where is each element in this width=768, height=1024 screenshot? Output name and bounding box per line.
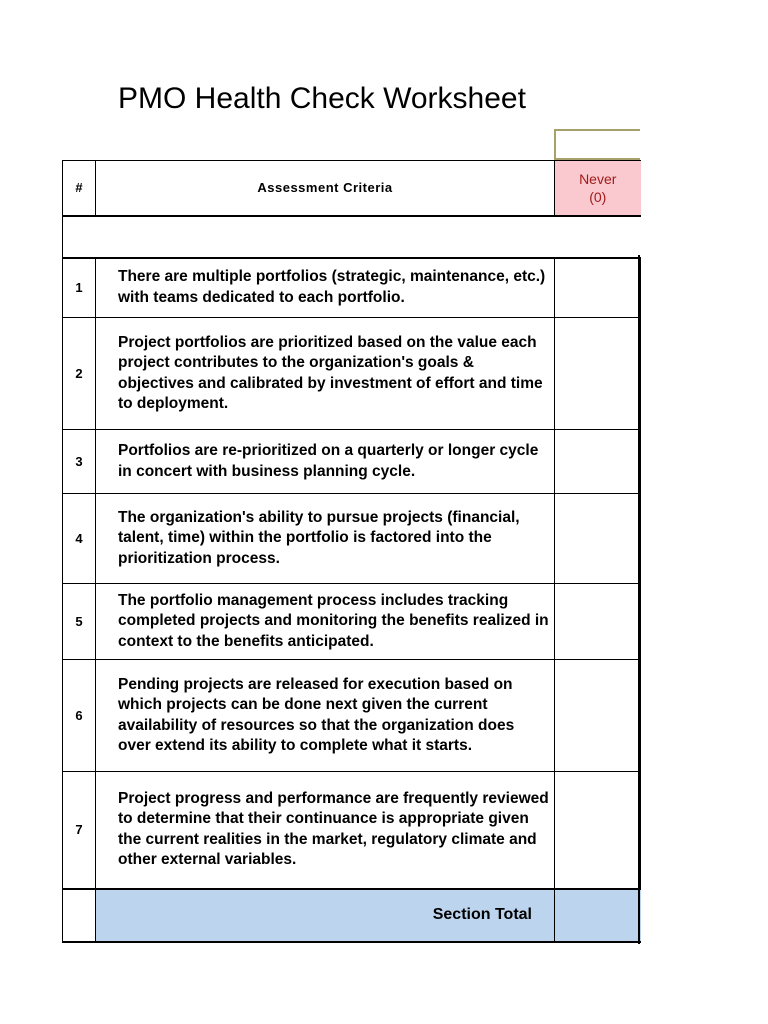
row-criteria: Project portfolios are prioritized based on the value each project contributes to the organization's goals & objectives and calibrated by investment of effort and time to deployment. <box>96 318 555 430</box>
table-row <box>63 584 641 660</box>
top-input-cell[interactable] <box>554 129 640 160</box>
table-row <box>63 494 641 584</box>
table-row <box>63 772 641 889</box>
row-criteria: There are multiple portfolios (strategic, maintenance, etc.) with teams dedicated to each portfolio. <box>96 258 555 318</box>
section-spacer-cell <box>63 216 641 258</box>
header-never-score: (0) <box>589 188 607 205</box>
row-number: 3 <box>63 430 96 494</box>
table-row <box>63 258 641 318</box>
header-number: # <box>63 161 96 216</box>
row-criteria: Portfolios are re-prioritized on a quarterly or longer cycle in concert with business planning cycle. <box>96 430 555 494</box>
table-row <box>63 430 641 494</box>
header-row <box>63 161 641 216</box>
table-row <box>63 318 641 430</box>
row-never-score-cell[interactable] <box>555 660 641 772</box>
row-number: 6 <box>63 660 96 772</box>
row-never-score-cell[interactable] <box>555 318 641 430</box>
row-never-score-cell[interactable] <box>555 430 641 494</box>
row-never-score-cell[interactable] <box>555 258 641 318</box>
row-criteria: Project progress and performance are frequently reviewed to determine that their continuance is appropriate given the current realities in the market, regulatory climate and other external variables. <box>96 772 555 889</box>
row-number: 5 <box>63 584 96 660</box>
row-criteria: Pending projects are released for execution based on which projects can be done next given the current availability of resources so that the organization does over extend its ability to complete what it starts. <box>96 660 555 772</box>
section-total-row <box>63 889 641 942</box>
section-total-label: Section Total <box>96 889 555 942</box>
row-number: 1 <box>63 258 96 318</box>
header-never-label: Never <box>579 170 617 187</box>
row-criteria: The portfolio management process includes tracking completed projects and monitoring the benefits realized in context to the benefits anticipated. <box>96 584 555 660</box>
header-never <box>555 161 641 216</box>
header-assessment-criteria: Assessment Criteria <box>96 161 555 216</box>
row-never-score-cell[interactable] <box>555 494 641 584</box>
row-number: 7 <box>63 772 96 889</box>
sheet-right-edge-divider <box>638 255 640 944</box>
row-number: 4 <box>63 494 96 584</box>
assessment-table <box>62 160 641 943</box>
worksheet-table-container <box>62 160 640 943</box>
row-number: 2 <box>63 318 96 430</box>
section-spacer-row <box>63 216 641 258</box>
row-never-score-cell[interactable] <box>555 584 641 660</box>
section-total-never-cell[interactable] <box>555 889 641 942</box>
table-row <box>63 660 641 772</box>
row-never-score-cell[interactable] <box>555 772 641 889</box>
total-number-cell <box>63 889 96 942</box>
row-criteria: The organization's ability to pursue projects (financial, talent, time) within the portfolio is factored into the prioritization process. <box>96 494 555 584</box>
page-title: PMO Health Check Worksheet <box>118 82 526 115</box>
